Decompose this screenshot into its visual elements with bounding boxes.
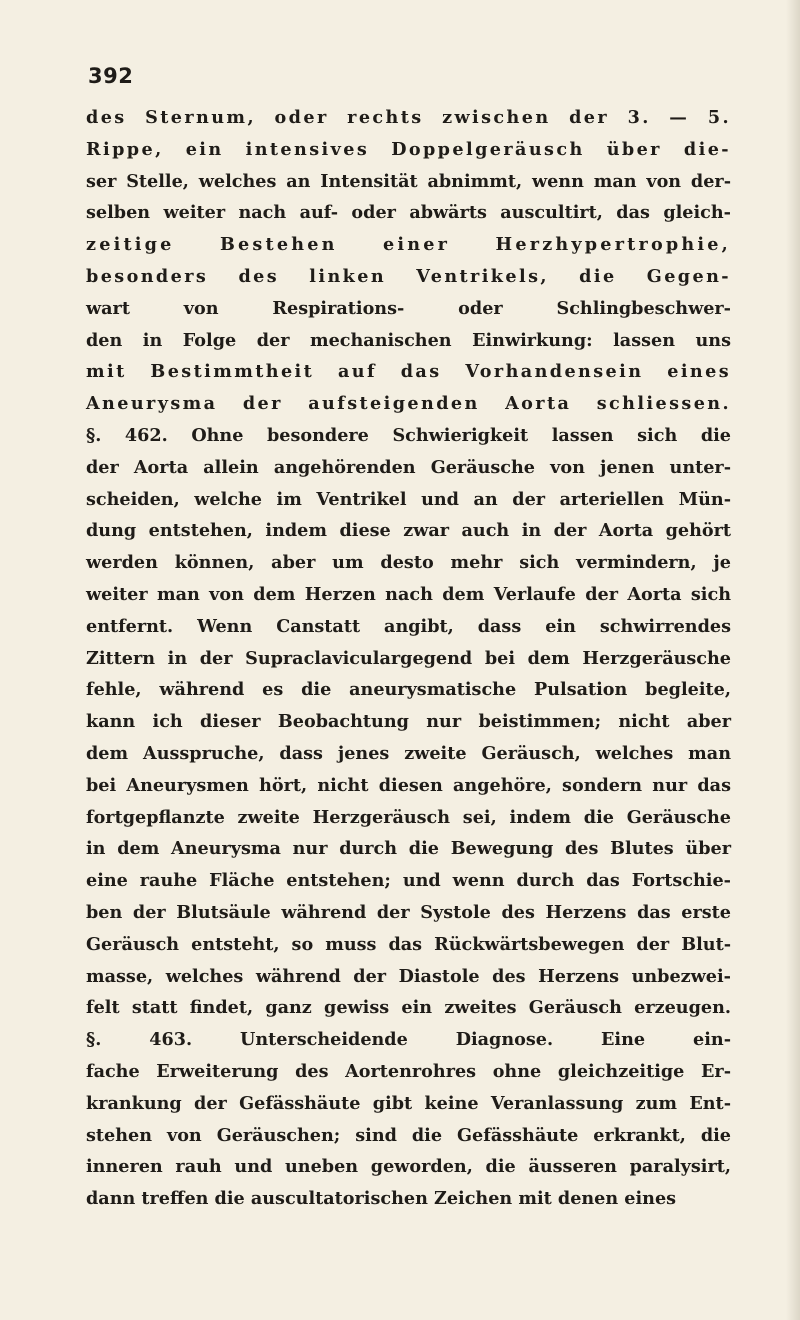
- text-line: des Sternum, oder rechts zwischen der 3. — 5.: [86, 107, 731, 128]
- text-line: stehen von Geräuschen; sind die Gefässhäute erkrankt, die: [86, 1124, 731, 1146]
- text-line: dann treffen die auscultatorischen Zeichen mit denen eines: [86, 1188, 677, 1210]
- text-line: mit Bestimmtheit auf das Vorhandensein eines: [86, 361, 731, 383]
- page-edge-shadow: [786, 0, 800, 1320]
- text-line: dung entstehen, indem diese zwar auch in der Aorta gehört: [86, 520, 731, 542]
- text-line: bei Aneurysmen hört, nicht diesen angehöre, sondern nur das: [86, 774, 731, 796]
- page-number: 392: [88, 64, 134, 88]
- text-line: besonders des linken Ventrikels, die Gegen-: [86, 265, 731, 287]
- text-line: masse, welches während der Diastole des Herzens unbezwei-: [86, 965, 731, 987]
- text-line: der Aorta allein angehörenden Geräusche von jenen unter-: [86, 456, 731, 478]
- text-line: inneren rauh und uneben geworden, die äusseren paralysirt,: [86, 1156, 731, 1178]
- text-line: den in Folge der mechanischen Einwirkung: lassen uns: [86, 329, 731, 351]
- text-line: Aneurysma der aufsteigenden Aorta schliessen.: [86, 393, 731, 415]
- text-line: eine rauhe Fläche entstehen; und wenn durch das Fortschie-: [86, 870, 731, 892]
- text-line: ser Stelle, welches an Intensität abnimmt, wenn man von der-: [86, 170, 731, 192]
- text-line: wart von Respirations- oder Schlingbeschwer-: [86, 297, 731, 319]
- text-line: Zittern in der Supraclaviculargegend bei dem Herzgeräusche: [86, 647, 731, 669]
- section-heading-463: §. 463. Unterscheidende Diagnose. Eine ein-: [86, 1029, 731, 1051]
- text-line: Geräusch entsteht, so muss das Rückwärtsbewegen der Blut-: [86, 933, 731, 955]
- text-line: dem Ausspruche, dass jenes zweite Geräusch, welches man: [86, 742, 731, 764]
- text-line: werden können, aber um desto mehr sich vermindern, je: [86, 552, 731, 574]
- text-line: weiter man von dem Herzen nach dem Verlaufe der Aorta sich: [86, 583, 731, 605]
- text-line: zeitige Bestehen einer Herzhypertrophie,: [86, 234, 731, 256]
- text-line: entfernt. Wenn Canstatt angibt, dass ein schwirrendes: [86, 615, 731, 637]
- text-line: Rippe, ein intensives Doppelgeräusch über die-: [86, 138, 731, 160]
- text-line: scheiden, welche im Ventrikel und an der arteriellen Mün-: [86, 488, 731, 510]
- text-line: fehle, während es die aneurysmatische Pulsation begleite,: [86, 679, 731, 701]
- text-line: kann ich dieser Beobachtung nur beistimmen; nicht aber: [86, 711, 731, 733]
- text-line: felt statt findet, ganz gewiss ein zweites Geräusch erzeugen.: [86, 997, 731, 1019]
- text-line: fortgepflanzte zweite Herzgeräusch sei, indem die Geräusche: [86, 806, 731, 828]
- text-line: selben weiter nach auf- oder abwärts auscultirt, das gleich-: [86, 202, 731, 224]
- text-line: ben der Blutsäule während der Systole des Herzens das erste: [86, 901, 731, 923]
- body-text: [86, 102, 731, 1215]
- text-line: in dem Aneurysma nur durch die Bewegung des Blutes über: [86, 838, 731, 860]
- section-heading-462: §. 462. Ohne besondere Schwierigkeit lassen sich die: [86, 424, 731, 446]
- text-line: fache Erweiterung des Aortenrohres ohne gleichzeitige Er-: [86, 1060, 731, 1082]
- text-line: krankung der Gefässhäute gibt keine Veranlassung zum Ent-: [86, 1092, 731, 1114]
